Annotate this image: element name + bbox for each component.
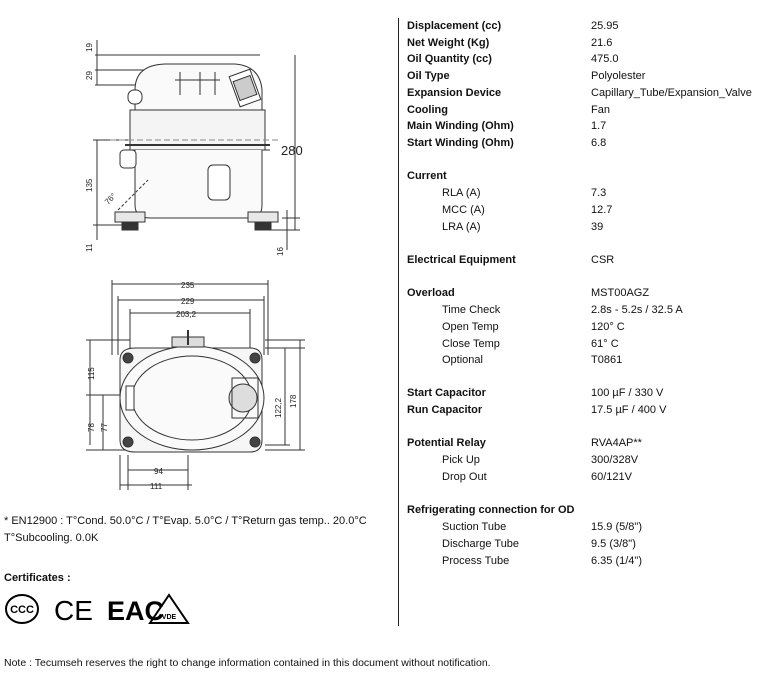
dim-top-111: 111 [150, 482, 163, 491]
spec-label: Discharge Tube [442, 538, 520, 550]
dim-side-11: 11 [85, 243, 94, 252]
spec-label: Run Capacitor [407, 404, 483, 416]
dim-top-94: 94 [154, 467, 163, 476]
dim-side-135: 135 [85, 178, 94, 192]
spec-label: MCC (A) [442, 204, 485, 216]
spec-value: 6.35 (1/4") [591, 555, 642, 567]
spec-label: Expansion Device [407, 87, 502, 99]
spec-label: Pick Up [442, 454, 480, 466]
spec-label: Start Capacitor [407, 387, 486, 399]
column-divider [398, 18, 399, 626]
certificate-logos [4, 592, 194, 626]
spec-value: 39 [591, 221, 604, 233]
spec-value: 300/328V [591, 454, 639, 466]
dim-top-78: 78 [87, 423, 96, 432]
dim-side-19: 19 [85, 43, 94, 52]
spec-label: Main Winding (Ohm) [407, 120, 514, 132]
dim-top-235: 235 [181, 281, 195, 290]
spec-label: Optional [442, 354, 483, 366]
spec-label: Open Temp [442, 321, 499, 333]
dim-side-16: 16 [276, 247, 285, 256]
spec-value: 60/121V [591, 471, 632, 483]
certificates-title: Certificates : [4, 572, 71, 584]
spec-value: 25.95 [591, 20, 619, 32]
spec-value: 21.6 [591, 37, 613, 49]
spec-label: Current [407, 170, 447, 182]
spec-label: Suction Tube [442, 521, 507, 533]
spec-value: RVA4AP** [591, 437, 642, 449]
spec-label: Overload [407, 287, 455, 299]
spec-value: 1.7 [591, 120, 607, 132]
dim-top-203: 203,2 [176, 310, 197, 319]
spec-value: 7.3 [591, 187, 607, 199]
eac-mark-icon: EAC [107, 596, 165, 626]
spec-label: Time Check [442, 304, 501, 316]
spec-value: 17.5 µF / 400 V [591, 404, 667, 416]
spec-value: 2.8s - 5.2s / 32.5 A [591, 304, 683, 316]
dim-top-178: 178 [289, 394, 298, 408]
dim-side-angle: 76° [103, 191, 118, 207]
disclaimer-note: Note : Tecumseh reserves the right to change information contained in this document without notification. [4, 657, 491, 669]
spec-label: Potential Relay [407, 437, 486, 449]
spec-value: 6.8 [591, 137, 607, 149]
side-view-drawing [93, 40, 300, 250]
spec-label: LRA (A) [442, 221, 481, 233]
spec-label: Electrical Equipment [407, 254, 516, 266]
spec-label: Start Winding (Ohm) [407, 137, 514, 149]
spec-value: 12.7 [591, 204, 613, 216]
spec-value: T0861 [591, 354, 623, 366]
dim-top-229: 229 [181, 297, 195, 306]
spec-label: Net Weight (Kg) [407, 37, 490, 49]
spec-label: RLA (A) [442, 187, 481, 199]
spec-label: Drop Out [442, 471, 487, 483]
spec-value: 15.9 (5/8") [591, 521, 642, 533]
spec-label: Oil Type [407, 70, 450, 82]
spec-value: 61° C [591, 338, 619, 350]
dim-side-29: 29 [85, 71, 94, 80]
spec-value: MST00AGZ [591, 287, 650, 299]
spec-value: 100 µF / 330 V [591, 387, 664, 399]
dim-top-122: 122,2 [274, 397, 283, 418]
spec-label: Displacement (cc) [407, 20, 502, 32]
spec-value: Capillary_Tube/Expansion_Valve [591, 87, 752, 99]
ccc-mark: CCC [10, 604, 34, 616]
spec-value: 475.0 [591, 53, 619, 65]
spec-label: Refrigerating connection for OD [407, 504, 575, 516]
spec-label: Cooling [407, 104, 448, 116]
dim-side-280: 280 [281, 143, 303, 158]
dim-top-77: 77 [100, 423, 109, 432]
spec-value: 120° C [591, 321, 625, 333]
spec-label: Process Tube [442, 555, 510, 567]
spec-value: CSR [591, 254, 615, 266]
ce-mark-icon: CE [54, 595, 93, 626]
ccc-logo-icon [6, 595, 38, 623]
spec-value: Fan [591, 104, 610, 116]
spec-value: 9.5 (3/8") [591, 538, 636, 550]
technical-drawing [0, 0, 398, 500]
vde-mark: VDE [161, 614, 177, 621]
test-conditions-footnote: * EN12900 : T°Cond. 50.0°C / T°Evap. 5.0°C / T°Return gas temp.. 20.0°C T°Subcooling. 0.0K [4, 515, 367, 544]
spec-label: Close Temp [442, 338, 500, 350]
dim-top-115: 115 [87, 367, 96, 380]
spec-value: Polyolester [591, 70, 646, 82]
spec-label: Oil Quantity (cc) [407, 53, 492, 65]
